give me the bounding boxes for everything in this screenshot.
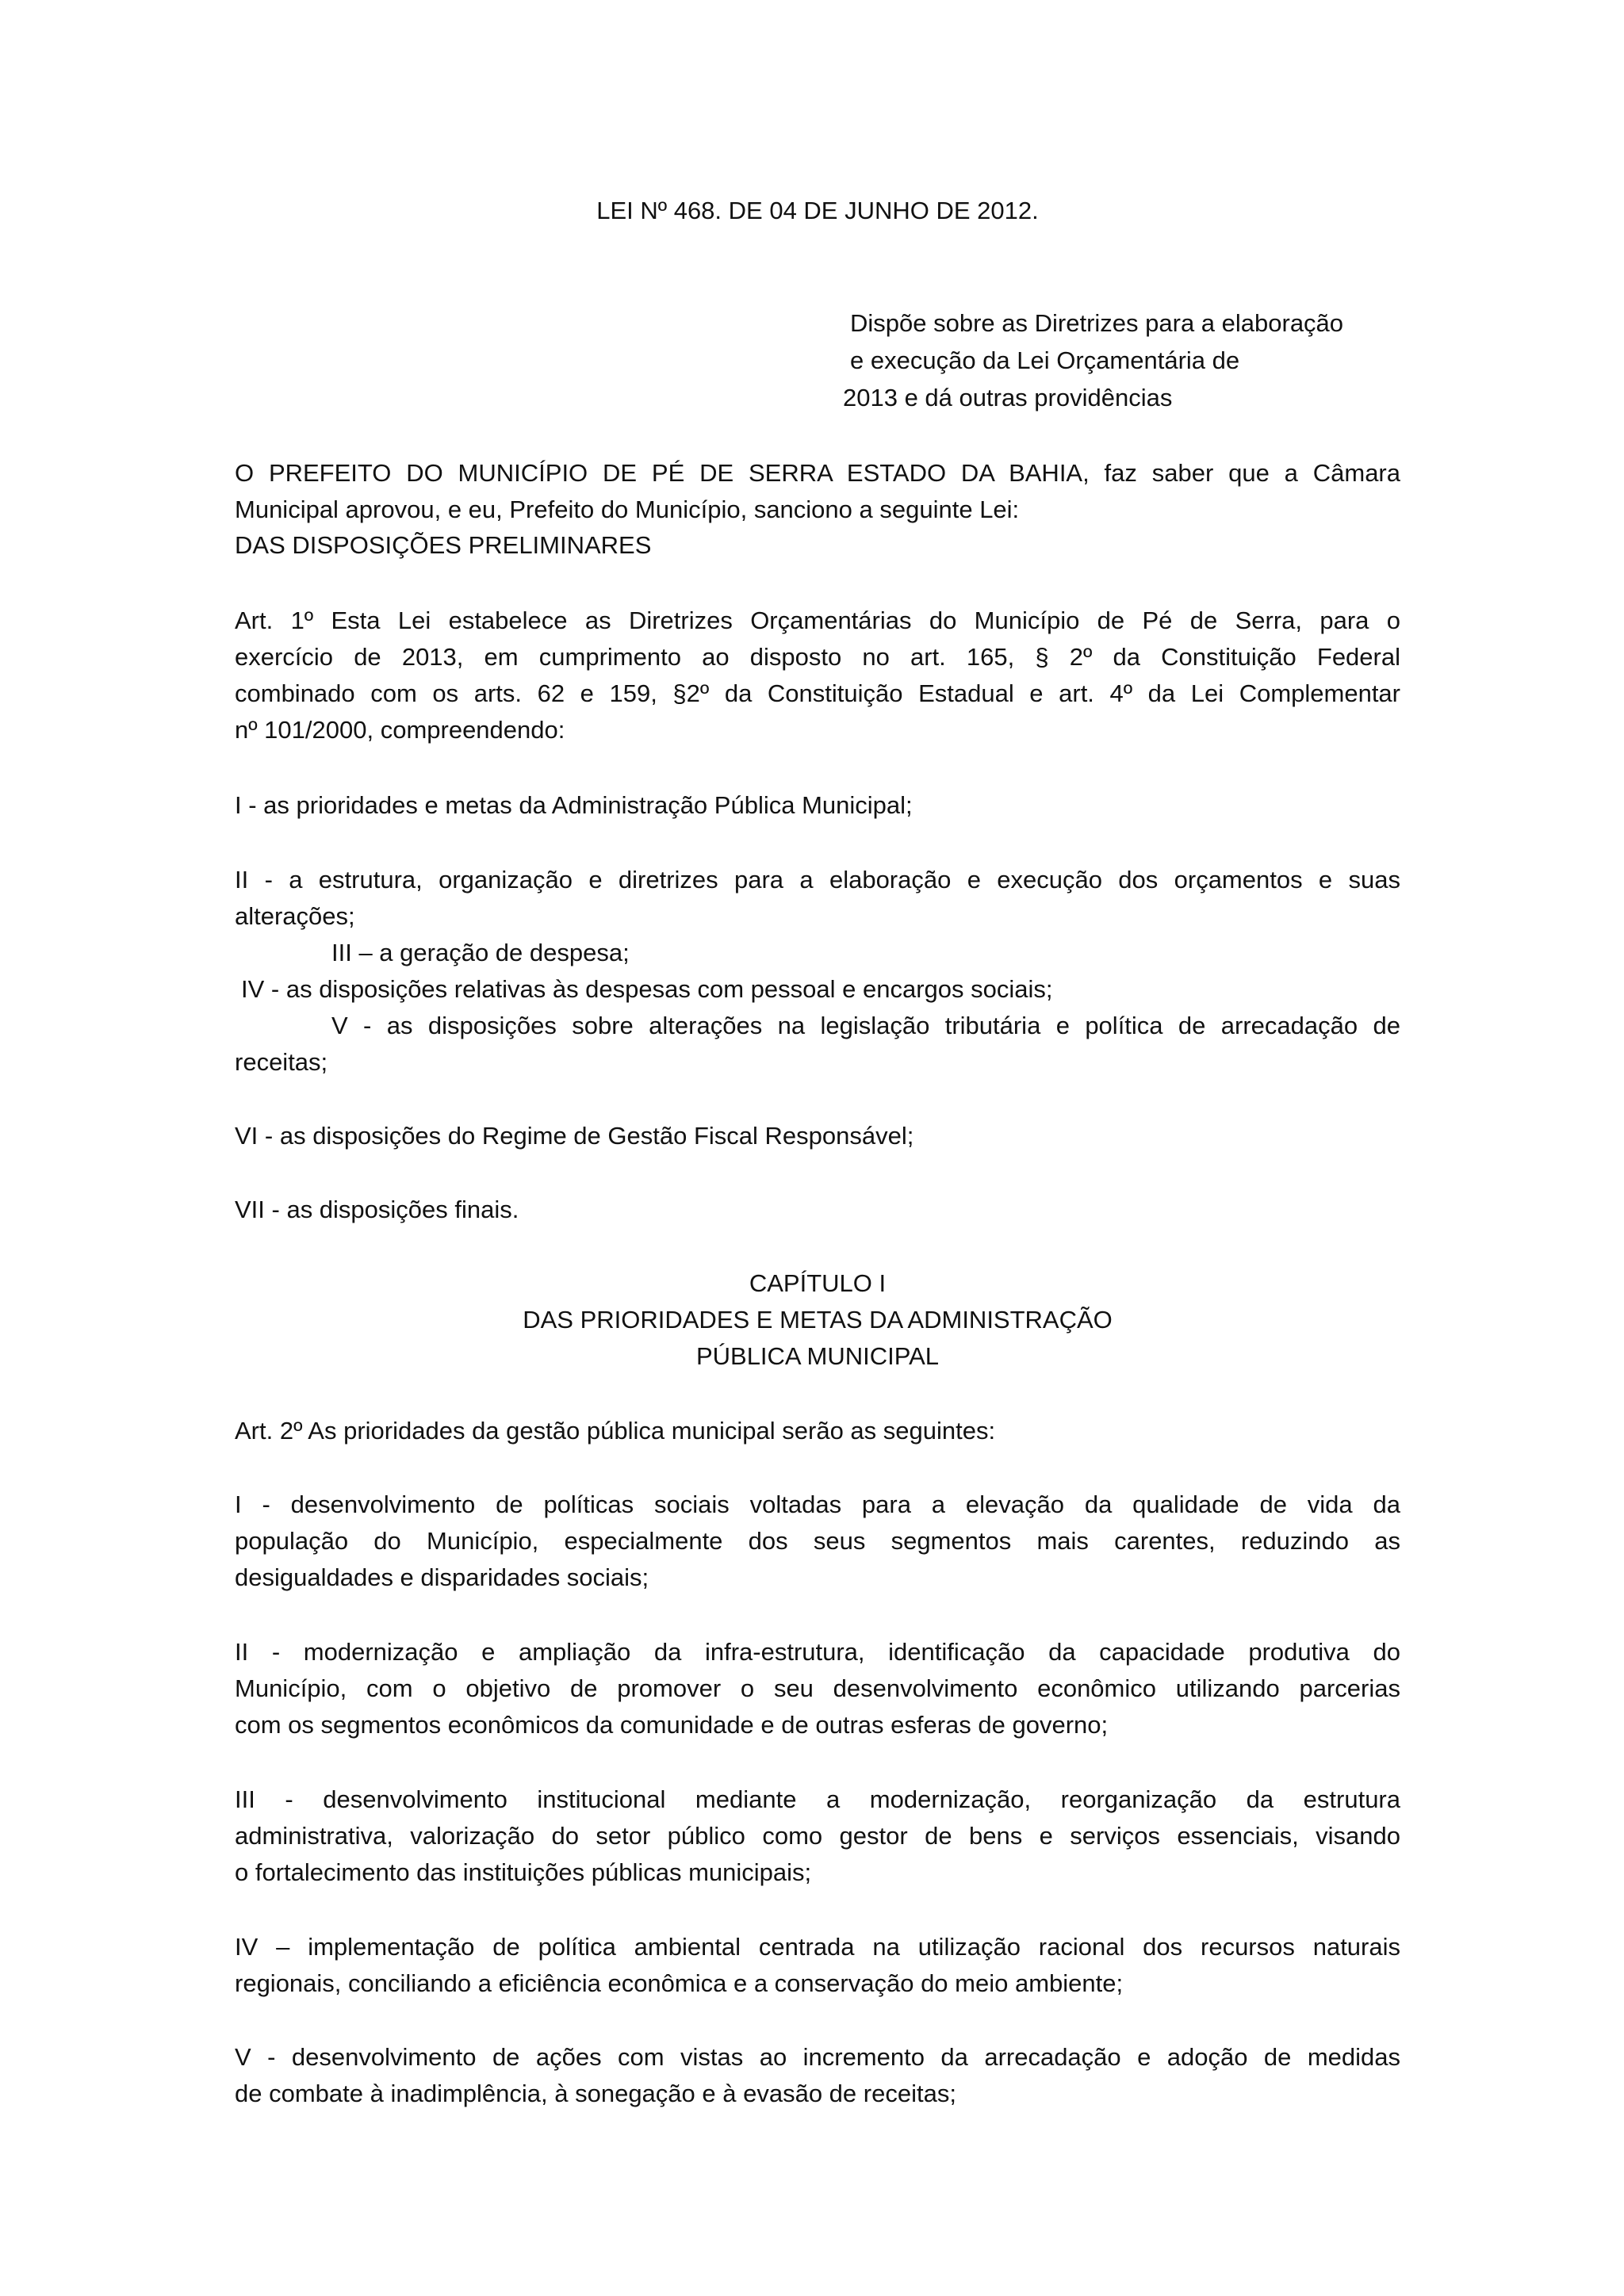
art1-item-v-line-1: V - as disposições sobre alterações na legislação tributária e política de arrecadação de — [331, 1012, 1400, 1039]
art2-item-v-line-1: V - desenvolvimento de ações com vistas ao incremento da arrecadação e adoção de medidas — [235, 2043, 1400, 2071]
art2-item-iv-line-2: regionais, conciliando a eficiência econômica e a conservação do meio ambiente; — [235, 1969, 1124, 1997]
art1-item-vi: VI - as disposições do Regime de Gestão Fiscal Responsável; — [235, 1122, 914, 1150]
art2-item-i-line-1: I - desenvolvimento de políticas sociais voltadas para a elevação da qualidade de vida da — [235, 1490, 1400, 1518]
art1-item-i: I - as prioridades e metas da Administração Pública Municipal; — [235, 791, 913, 819]
art1-item-iv: IV - as disposições relativas às despesas com pessoal e encargos sociais; — [241, 975, 1053, 1003]
art2-item-iii-line-3: o fortalecimento das instituições públicas municipais; — [235, 1858, 812, 1886]
chapter-title-line-1: DAS PRIORIDADES E METAS DA ADMINISTRAÇÃO — [523, 1306, 1113, 1334]
ementa-line-2: e execução da Lei Orçamentária de — [850, 346, 1240, 374]
chapter-title-line-2: PÚBLICA MUNICIPAL — [695, 1342, 940, 1370]
art1-line-3: combinado com os arts. 62 e 159, §2º da Constituição Estadual e art. 4º da Lei Complementar — [235, 679, 1400, 707]
art2-item-ii-line-1: II - modernização e ampliação da infra-estrutura, identificação da capacidade produtiva do — [235, 1638, 1400, 1666]
art1-item-ii-line-1: II - a estrutura, organização e diretrizes para a elaboração e execução dos orçamentos e suas — [235, 866, 1400, 894]
art2-item-ii-line-3: com os segmentos econômicos da comunidade e de outras esferas de governo; — [235, 1711, 1109, 1739]
preamble-line-1: O PREFEITO DO MUNICÍPIO DE PÉ DE SERRA ESTADO DA BAHIA, faz saber que a Câmara — [235, 459, 1400, 487]
art2-intro: Art. 2º As prioridades da gestão pública municipal serão as seguintes: — [235, 1417, 996, 1445]
art2-item-iv-line-1: IV – implementação de política ambiental centrada na utilização racional dos recursos naturais — [235, 1933, 1400, 1961]
art1-item-vii: VII - as disposições finais. — [235, 1196, 519, 1223]
ementa-line-1: Dispõe sobre as Diretrizes para a elaboração — [850, 309, 1344, 337]
art2-item-v-line-2: de combate à inadimplência, à sonegação e à evasão de receitas; — [235, 2080, 956, 2107]
ementa-line-3: 2013 e dá outras providências — [843, 384, 1173, 411]
art2-item-i-line-2: população do Município, especialmente dos seus segmentos mais carentes, reduzindo as — [235, 1527, 1400, 1555]
art1-item-iii: III – a geração de despesa; — [331, 939, 630, 966]
section-heading-preliminares: DAS DISPOSIÇÕES PRELIMINARES — [235, 531, 652, 559]
art1-item-v-line-2: receitas; — [235, 1048, 328, 1076]
art1-line-2: exercício de 2013, em cumprimento ao disposto no art. 165, § 2º da Constituição Federal — [235, 643, 1400, 671]
art2-item-iii-line-2: administrativa, valorização do setor público como gestor de bens e serviços essenciais, visando — [235, 1822, 1400, 1850]
preamble-line-2: Municipal aprovou, e eu, Prefeito do Município, sanciono a seguinte Lei: — [235, 496, 1020, 523]
art1-line-1: Art. 1º Esta Lei estabelece as Diretrizes Orçamentárias do Município de Pé de Serra, para o — [235, 607, 1400, 634]
art1-item-ii-line-2: alterações; — [235, 902, 355, 930]
art2-item-iii-line-1: III - desenvolvimento institucional mediante a modernização, reorganização da estrutura — [235, 1785, 1400, 1813]
art1-line-4: nº 101/2000, compreendendo: — [235, 716, 565, 744]
art2-item-ii-line-2: Município, com o objetivo de promover o seu desenvolvimento econômico utilizando parcerias — [235, 1674, 1400, 1702]
chapter-number: CAPÍTULO I — [749, 1269, 887, 1297]
law-title: LEI Nº 468. DE 04 DE JUNHO DE 2012. — [596, 197, 1039, 224]
art2-item-i-line-3: desigualdades e disparidades sociais; — [235, 1563, 649, 1591]
